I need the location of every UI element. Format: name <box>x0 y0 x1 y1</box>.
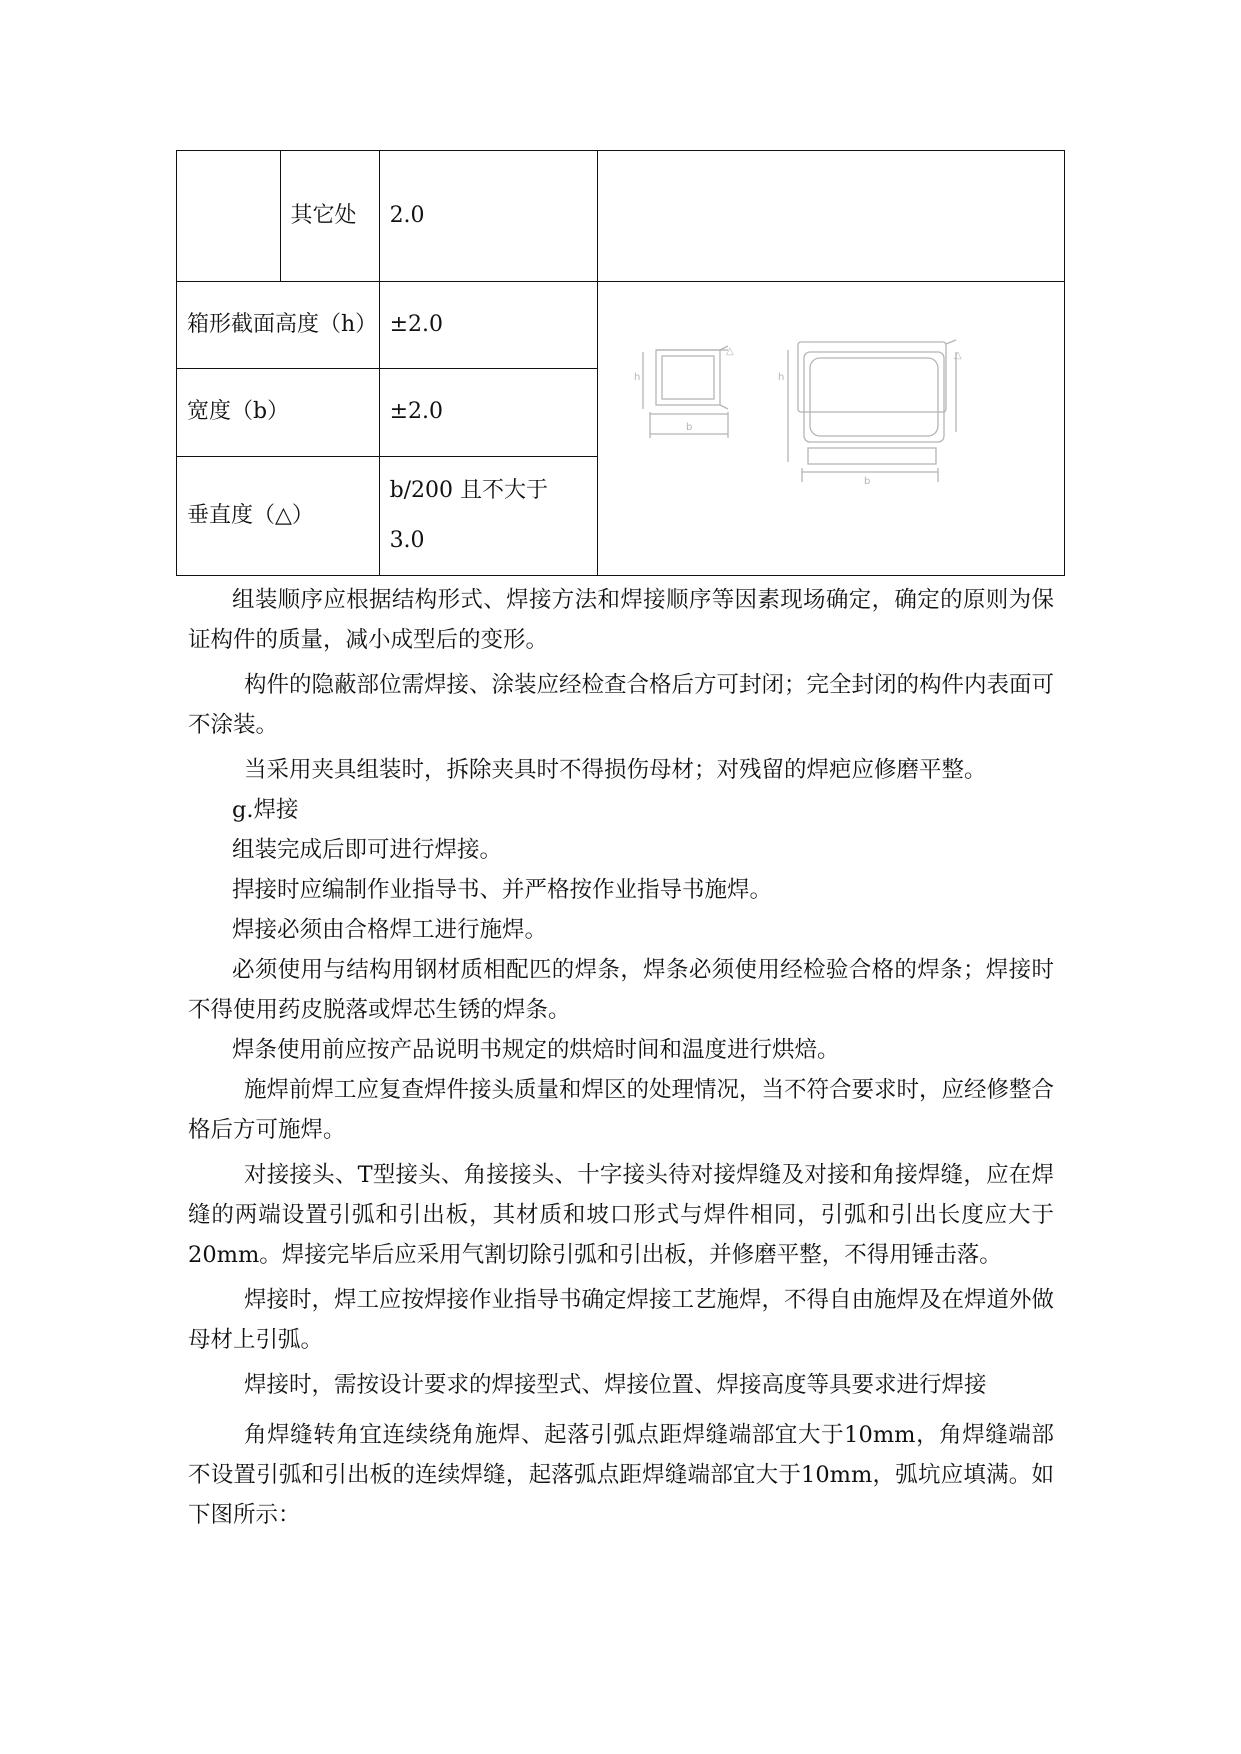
row-value: 2.0 <box>379 151 597 282</box>
tolerance-table <box>176 150 1065 576</box>
paragraph: 当采用夹具组装时，拆除夹具时不得损伤母材；对残留的焊疤应修磨平整。 <box>244 757 987 783</box>
sketch-label: b <box>863 476 871 487</box>
body-text <box>188 580 1054 1535</box>
paragraph: 必须使用与结构用钢材质相配匹的焊条，焊条必须使用经检验合格的焊条；焊接时不得使用药皮脱落或焊芯生锈的焊条。 <box>188 957 1054 1023</box>
sketch-label: h <box>633 372 641 383</box>
paragraph: 焊接时，需按设计要求的焊接型式、焊接位置、焊接高度等具要求进行焊接 <box>244 1372 987 1398</box>
paragraph: 角焊缝转角宜连续绕角施焊、起落引弧点距焊缝端部宜大于10mm，角焊缝端部不设置引弧和引出板的连续焊缝，起落弧点距焊缝端部宜大于10mm，弧坑应填满。如下图所示： <box>188 1422 1054 1528</box>
row-value: b/200 且不大于 3.0 <box>379 456 597 575</box>
paragraph: 焊接时，焊工应按焊接作业指导书确定焊接工艺施焊，不得自由施焊及在焊道外做母材上引弧。 <box>188 1287 1055 1353</box>
box-section-sketch <box>597 282 1064 576</box>
box-outline <box>804 352 944 442</box>
empty-cell <box>597 151 1064 282</box>
paragraph: 对接接头、T型接头、角接接头、十字接头待对接焊缝及对接和角接焊缝，应在焊缝的两端设置引弧和引出板，其材质和坡口形式与焊件相同，引弧和引出长度应大于20mm。焊接完毕后应采用气割切除引弧和引出板，并修磨平整，不得用锤击落。 <box>188 1162 1054 1268</box>
sketch-line <box>720 405 728 409</box>
sketch-label: b <box>685 422 693 433</box>
row-label: 垂直度（△） <box>177 456 380 575</box>
row-label: 箱形截面高度（h） <box>177 282 380 369</box>
sketch-label: △ <box>953 350 962 361</box>
flange-plate <box>808 448 936 464</box>
row-value: ±2.0 <box>379 369 597 456</box>
box-inner <box>810 358 938 436</box>
paragraph: 施焊前焊工应复查焊件接头质量和焊区的处理情况，当不符合要求时，应经修整合格后方可施焊。 <box>188 1077 1055 1143</box>
box-outline <box>656 350 720 405</box>
paragraph: 焊条使用前应按产品说明书规定的烘焙时间和温度进行烘焙。 <box>232 1037 840 1063</box>
box-section-diagram <box>598 282 1048 575</box>
table-row <box>177 151 1065 282</box>
section-heading: g.焊接 <box>232 797 299 823</box>
paragraph: 组装完成后即可进行焊接。 <box>232 837 503 863</box>
table-row <box>177 282 1065 369</box>
sketch-label: h <box>777 372 785 383</box>
paragraph: 焊接必须由合格焊工进行施焊。 <box>232 917 548 943</box>
empty-cell <box>177 151 281 282</box>
row-label: 宽度（b） <box>177 369 380 456</box>
paragraph: 构件的隐蔽部位需焊接、涂装应经检查合格后方可封闭；完全封闭的构件内表面可不涂装。 <box>188 672 1055 738</box>
box-inner <box>662 356 714 399</box>
sketch-line <box>946 340 956 344</box>
paragraph: 捍接时应编制作业指导书、并严格按作业指导书施焊。 <box>232 877 773 903</box>
row-value: ±2.0 <box>379 282 597 369</box>
sketch-label: △ <box>725 346 734 357</box>
row-sublabel: 其它处 <box>280 151 379 282</box>
paragraph: 组装顺序应根据结构形式、焊接方法和焊接顺序等因素现场确定，确定的原则为保证构件的质量，减小成型后的变形。 <box>188 587 1054 653</box>
